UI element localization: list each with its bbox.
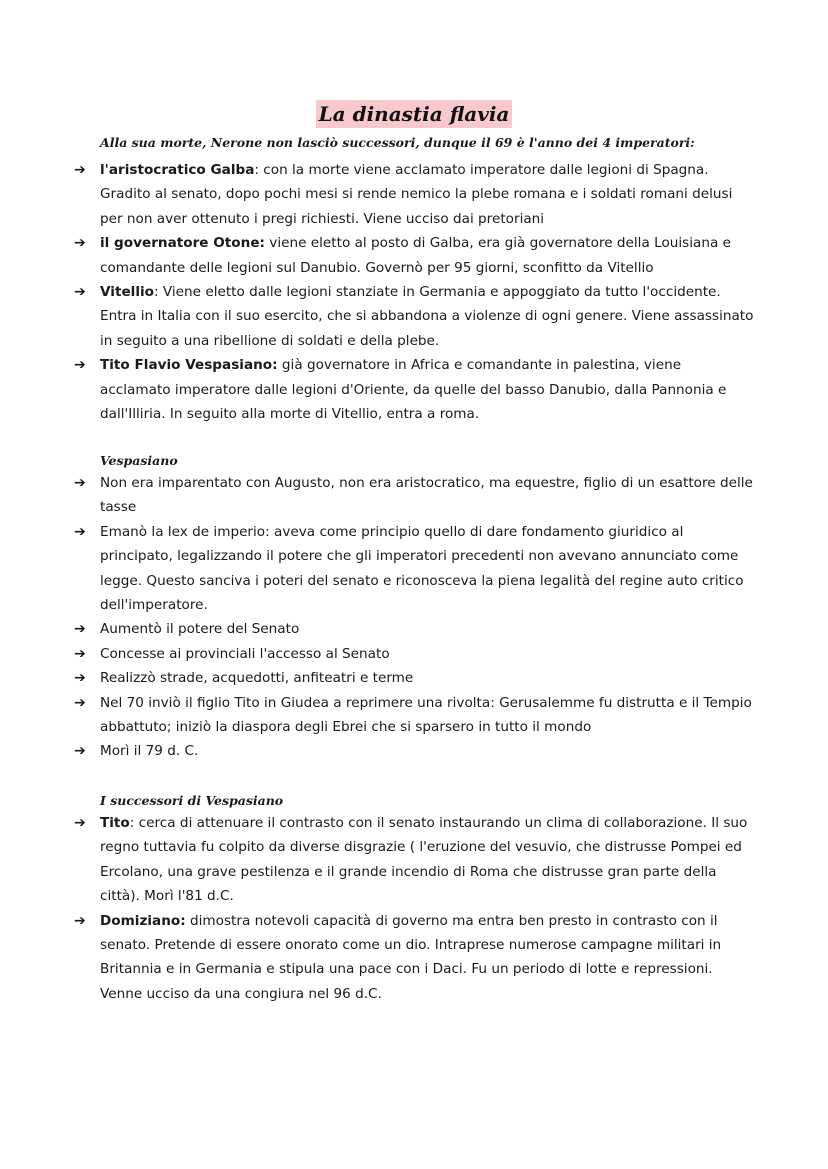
list-item: ➔ Tito: cerca di attenuare il contrasto con il senato instaurando un clima di collaborazione. Il suo regno tuttavia fu colpito da diverse disgrazie ( l'eruzione del vesuvio, che distrusse Pompei ed Ercolano, una grave pestilenza e il grande incendio di Roma che distrusse gran parte della città). Morì l'81 d.C. xyxy=(74,811,754,909)
arrow-icon: ➔ xyxy=(74,815,86,831)
arrow-icon: ➔ xyxy=(74,475,86,491)
arrow-icon: ➔ xyxy=(74,645,86,662)
list-item: ➔ il governatore Otone: viene eletto al posto di Galba, era già governatore della Louisiana e comandante delle legioni sul Danubio. Governò per 95 giorni, sconfitto da Vitellio xyxy=(74,231,754,280)
list-item: ➔ Realizzò strade, acquedotti, anfiteatri e terme xyxy=(74,666,754,690)
vespasiano-list xyxy=(74,471,754,764)
list-item: ➔ Domiziano: dimostra notevoli capacità di governo ma entra ben presto in contrasto con il senato. Pretende di essere onorato come un dio. Intraprese numerose campagne militari in Britannia e in Germania e stipula una pace con i Daci. Fu un periodo di lotte e repressioni. Venne ucciso da una congiura nel 96 d.C. xyxy=(74,909,754,1007)
section-heading-vespasiano: Vespasiano xyxy=(100,453,178,468)
intro-text: Alla sua morte, Nerone non lasciò successori, dunque il 69 è l'anno dei 4 imperatori: xyxy=(100,135,695,150)
section-heading-successori: I successori di Vespasiano xyxy=(100,793,284,808)
arrow-icon: ➔ xyxy=(74,284,86,301)
list-item: ➔ Vitellio: Viene eletto dalle legioni stanziate in Germania e appoggiato da tutto l'occidente. Entra in Italia con il suo esercito, che si abbandona a violenze di ogni genere. Viene assassinato in seguito a una ribellione di soldati e della plebe. xyxy=(74,280,754,353)
arrow-icon: ➔ xyxy=(74,670,86,687)
arrow-icon: ➔ xyxy=(74,743,86,760)
arrow-icon: ➔ xyxy=(74,621,86,638)
arrow-icon: ➔ xyxy=(74,912,86,929)
arrow-icon: ➔ xyxy=(74,357,86,374)
list-item: ➔ Concesse ai provinciali l'accesso al Senato xyxy=(74,642,754,666)
list-item: ➔ Non era imparentato con Augusto, non era aristocratico, ma equestre, figlio di un esattore delle tasse xyxy=(74,471,754,520)
list-item: ➔ Aumentò il potere del Senato xyxy=(74,617,754,641)
list-item: ➔ l'aristocratico Galba: con la morte viene acclamato imperatore dalle legioni di Spagna. Gradito al senato, dopo pochi mesi si rende nemico la plebe romana e i soldati romani delusi per non aver ottenuto i pregi richiesti. Viene ucciso dai pretoriani xyxy=(74,158,754,231)
list-item: ➔ Nel 70 inviò il figlio Tito in Giudea a reprimere una rivolta: Gerusalemme fu distrutta e il Tempio abbattuto; iniziò la diaspora degli Ebrei che si sparsero in tutto il mondo xyxy=(74,691,754,740)
arrow-icon: ➔ xyxy=(74,162,86,178)
emperors-list xyxy=(74,158,754,426)
list-item: ➔ Emanò la lex de imperio: aveva come principio quello di dare fondamento giuridico al principato, legalizzando il potere che gli imperatori precedenti non avevano annunciato come legge. Questo sanciva i poteri del senato e riconosceva la piena legalità del regine auto critico dell'imperatore. xyxy=(74,520,754,618)
page-title: La dinastia flavia xyxy=(316,100,513,128)
arrow-icon: ➔ xyxy=(74,235,86,252)
arrow-icon: ➔ xyxy=(74,523,86,540)
list-item: ➔ Tito Flavio Vespasiano: già governatore in Africa e comandante in palestina, viene acclamato imperatore dalle legioni d'Oriente, da quelle del basso Danubio, dalla Pannonia e dall'Illiria. In seguito alla morte di Vitellio, entra a roma. xyxy=(74,353,754,426)
list-item: ➔ Morì il 79 d. C. xyxy=(74,739,754,763)
arrow-icon: ➔ xyxy=(74,694,86,711)
successori-list xyxy=(74,811,754,1006)
